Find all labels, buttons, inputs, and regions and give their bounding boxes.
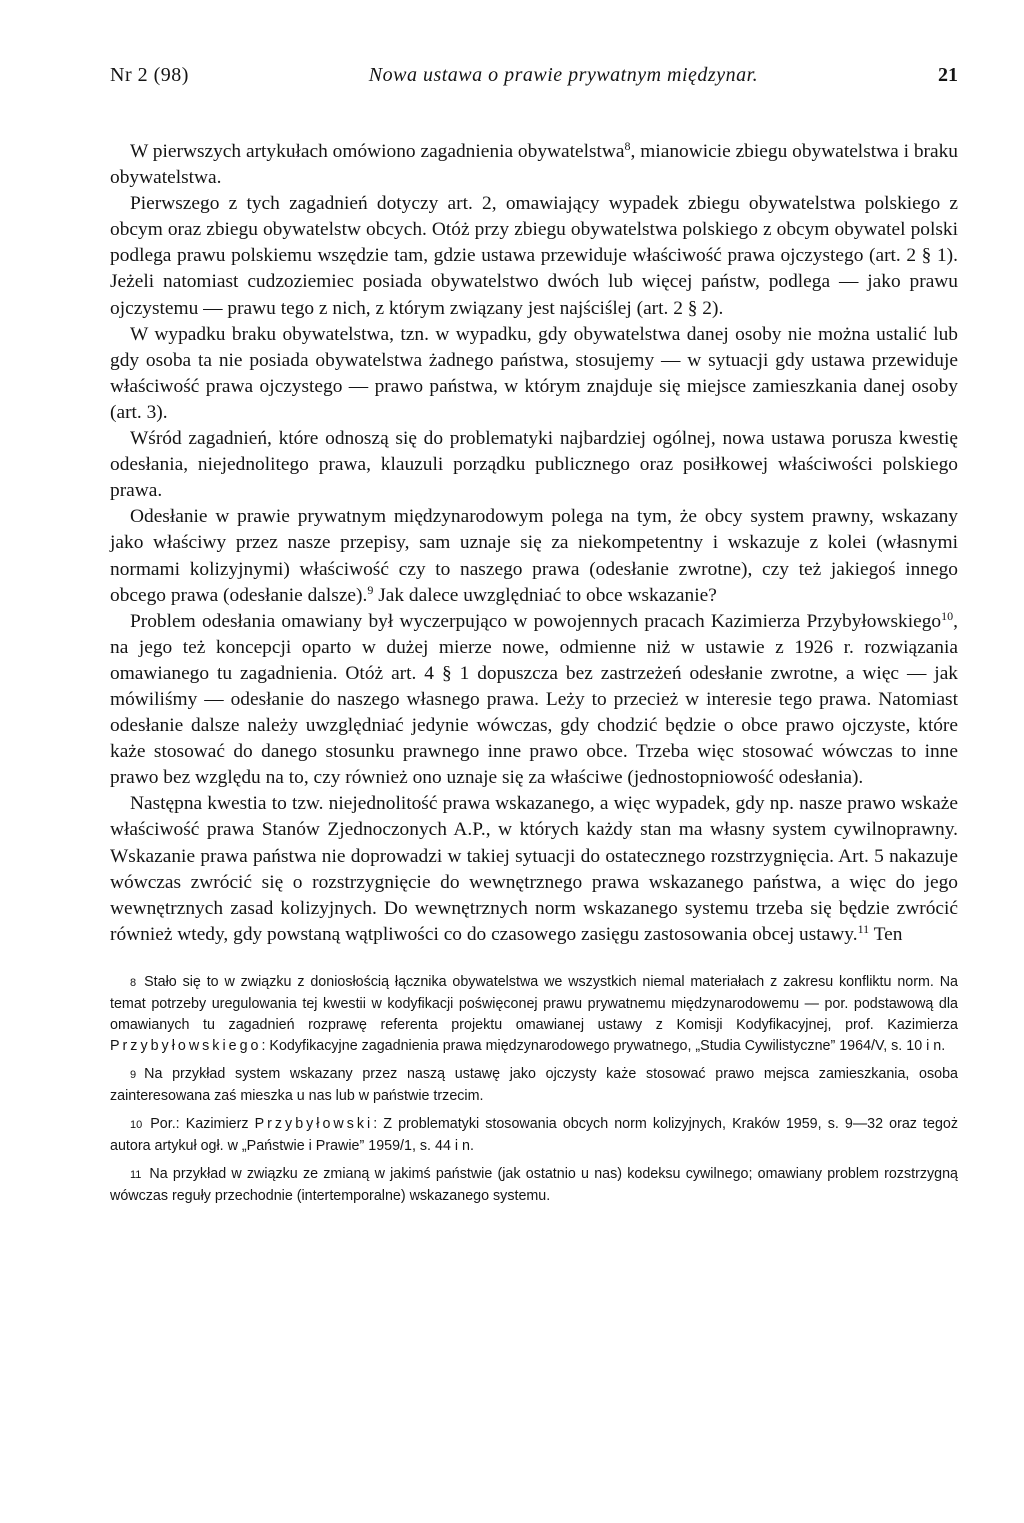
document-page xyxy=(110,62,958,1214)
text-run: Na przykład system wskazany przez naszą ustawę jako ojczysty każe stosować prawo mejsca zamieszkania, osoba zainteresowana zaś mieszka u nas lub w państwie trzecim. xyxy=(110,1065,958,1104)
running-title: Nowa ustawa o prawie prywatnym międzynar. xyxy=(368,64,759,86)
text-run: : Z problematyki stosowania obcych norm kolizyjnych, Kraków 1959, s. 9—32 oraz tegoż autora artykuł ogł. w „Państwie i Prawie” 1959/1, s. 44 i n. xyxy=(110,1115,959,1154)
text-run: Na przykład w związku ze zmianą w jakimś państwie (jak ostatnio u nas) kodeksu cywilnego; omawiany problem rozstrzygną wówczas reguły przechodnie (intertemporalne) wskazanego systemu. xyxy=(110,1165,958,1204)
text-run: Problem odesłania omawiany był wyczerpująco w powojennych pracach Kazimierza Przybyłowskiego xyxy=(130,610,942,632)
text-run: , mianowicie zbiegu obywatelstwa i braku obywatelstwa. xyxy=(110,141,958,189)
footnote-number: 9 xyxy=(130,1068,137,1081)
text-run: W wypadku braku obywatelstwa, tzn. w wypadku, gdy obywatelstwa danej osoby nie można ustalić lub gdy osoba ta nie posiada obywatelstwa żadnego państwa, stosujemy — w sytuacji gdy ustawa przewiduje właściwość prawa ojczystego — prawo państwa, w którym znajduje się miejsce zamieszkania danej osoby (art. 3). xyxy=(110,323,958,423)
text-run: Pierwszego z tych zagadnień dotyczy art. 2, omawiający wypadek zbiegu obywatelstwa polskiego z obcym oraz zbiegu obywatelstw obcych. Otóż przy zbiegu obywatelstwa polskiego z obcym obywatel polski podlega prawu polskiemu wszędzie tam, gdzie ustawa przewiduje właściwość prawa ojczystego (art. 2 § 1). Jeżeli natomiast cudzoziemiec posiada obywatelstwo dwóch lub więcej państw, podlega — jako prawu ojczystemu — prawu tego z nich, z którym związany jest najściślej (art. 2 § 2). xyxy=(110,193,958,319)
footnote-number: 10 xyxy=(130,1118,143,1131)
main-text xyxy=(110,139,958,948)
footnotes xyxy=(110,972,958,1207)
text-run: : Kodyfikacyjne zagadnienia prawa międzynarodowego prywatnego, „Studia Cywilistyczne” 1964/V, s. 10 i n. xyxy=(261,1037,946,1054)
footnote xyxy=(110,1164,958,1207)
footnote-ref: 11 xyxy=(857,921,870,936)
text-run: Wśród zagadnień, które odnoszą się do problematyki najbardziej ogólnej, nowa ustawa porusza kwestię odesłania, niejednolitego prawa, klauzuli porządku publicznego oraz posiłkowej właściwości polskiego prawa. xyxy=(110,428,958,502)
footnote xyxy=(110,972,958,1057)
text-run: Jak dalece uwzględniać to obce wskazanie? xyxy=(373,584,717,606)
author-name: Przybyłowski xyxy=(254,1115,374,1132)
paragraph xyxy=(110,426,958,504)
text-run: Następna kwestia to tzw. niejednolitość prawa wskazanego, a więc wypadek, gdy np. nasze prawo wskaże właściwość prawa Stanów Zjednoczonych A.P., w których każdy stan ma własny system cywilnoprawny. Wskazanie prawa państwa nie doprowadzi w takiej sytuacji do ostatecznego rozstrzygnięcia. Art. 5 nakazuje wówczas zwrócić się o rozstrzygnięcie do wewnętrznego prawa wskazanego państwa, a więc do jego wewnętrznych zasad kolizyjnych. Do wewnętrznych norm wskazanego systemu trzeba się będzie zwrócić również wtedy, gdy powstaną wątpliwości co do czasowego zasięgu zastosowania obcej ustawy. xyxy=(110,793,958,945)
paragraph xyxy=(110,504,958,608)
page-number: 21 xyxy=(938,64,958,86)
footnote-number: 11 xyxy=(130,1168,142,1181)
text-run: W pierwszych artykułach omówiono zagadnienia obywatelstwa xyxy=(130,141,625,162)
paragraph xyxy=(110,139,958,191)
issue-number: Nr 2 (98) xyxy=(110,64,189,86)
footnote xyxy=(110,1114,958,1157)
paragraph xyxy=(110,191,958,321)
paragraph xyxy=(110,322,958,426)
text-run: , na jego też koncepcji oparto w dużej mierze nowe, odmienne niż w ustawie z 1926 r. rozwiązania omawianego tu zagadnienia. Otóż art. 4 § 1 dopuszcza bez zastrzeżeń odesłanie zwrotne, a więc — jak mówiliśmy — odesłanie do naszego własnego prawa. Leży to przecież w interesie tego prawa. Natomiast odesłanie dalsze należy uwzględniać jedynie wówczas, gdy chodzić będzie o obce prawo ojczyste, które każe stosować do danego stosunku prawnego inne prawo obce. Trzeba więc stosować wówczas to inne prawo bez względu na to, czy również ono uznaje się za właściwe (jednostopniowość odesłania). xyxy=(110,610,958,789)
footnote-ref: 10 xyxy=(941,608,954,623)
text-run: Por.: Kazimierz xyxy=(150,1115,255,1132)
footnote-number: 8 xyxy=(130,976,137,989)
footnote-ref: 9 xyxy=(367,582,374,597)
text-run: Stało się to w związku z doniosłością łącznika obywatelstwa we wszystkich niemal materiałach z zakresu konfliktu norm. Na temat potrzeby uregulowania tej kwestii w kodyfikacji poświęconej prawu prywatnemu międzynarodowemu — por. podstawową dla omawianych tu zagadnień rozprawę referenta projektu omawianej ustawy z Komisji Kodyfikacyjnej, prof. Kazimierza xyxy=(110,973,958,1033)
author-name: Przybyłowskiego xyxy=(110,1037,262,1054)
footnote xyxy=(110,1064,958,1107)
paragraph xyxy=(110,609,958,792)
text-run: Odesłanie w prawie prywatnym międzynarodowym polega na tym, że obcy system prawny, wskazany jako właściwy przez nasze przepisy, sam uznaje się za niekompetentny i wskazuje z kolei (własnymi normami kolizyjnymi) właściwość czy to naszego prawa (odesłanie zwrotne), czy też jakiegoś innego obcego prawa (odesłanie dalsze). xyxy=(110,506,958,606)
footnote-ref: 8 xyxy=(624,139,631,153)
running-header xyxy=(110,62,958,102)
text-run: Ten xyxy=(869,923,903,945)
paragraph xyxy=(110,791,958,948)
